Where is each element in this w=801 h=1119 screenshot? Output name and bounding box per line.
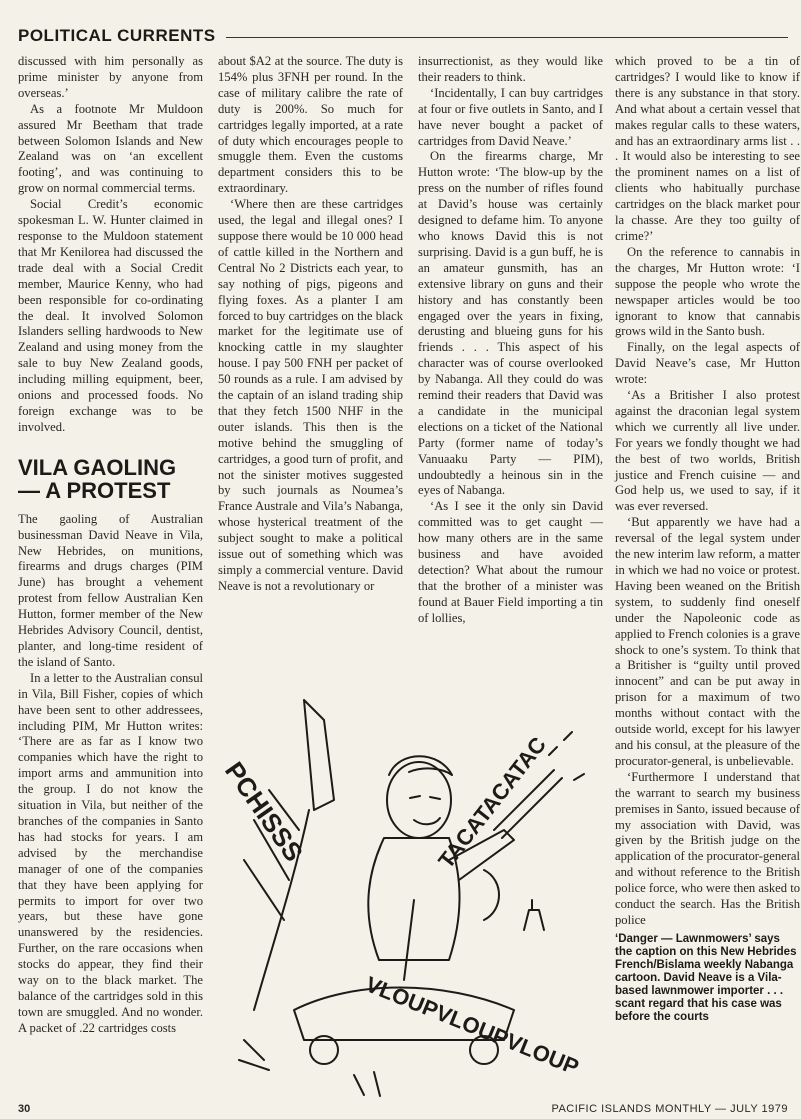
paragraph: ‘Where then are these cartridges used, the legal and illegal ones? I suppose there would be 10 000 head of cattle killed in the Northern and Central No 2 Districts each year, to say nothing of pigs, pigeons and flying foxes. As a planter I am forced to buy cartridges on the black market for the legitimate use of knocking cattle in my slaughter house. I pay 500 FNH per packet of 50 rounds as a rule. I am advised by the captain of an island trading ship that they fetch 1500 NHF in the outer islands. This then is the motive behind the smuggling of cartridges, a good turn of profit, and not the sinister motives suggested by such journals as Noumea’s France Australe and Vila’s Nabanga, whose hysterical treatment of the subject sought to make a political issue out of something which was simply a commercial venture. David Neave is not a revolutionary or [218, 197, 403, 593]
cartoon-caption: ‘Danger — Lawnmowers’ says the caption on this New Hebrides French/Bislama weekly Nabanga cartoon. David Neave is a Vila-based lawnmower importer . . . scant regard that his case was before the courts [615, 932, 797, 1023]
publication-line: PACIFIC ISLANDS MONTHLY — JULY 1979 [551, 1103, 788, 1115]
paragraph: On the reference to cannabis in the charges, Mr Hutton wrote: ‘I suppose the people who wrote the newspaper articles would be too ignorant to know that cannabis grows wild in the Santo bush. [615, 244, 800, 339]
paragraph: As a footnote Mr Muldoon assured Mr Beetham that trade between Solomon Islands and New Zealand was on ‘an excellent footing’, and was continuing to grow on normal commercial terms. [18, 101, 203, 196]
article-headline: VILA GAOLING — A PROTEST [18, 454, 177, 503]
paragraph: discussed with him personally as prime minister by anyone from overseas.’ [18, 54, 203, 100]
paragraph: about $A2 at the source. The duty is 154% plus 3FNH per round. In the case of military calibre the rate of duty is 200%. So much for cartridges legally imported, at a rate of duty which encourages people to smuggle them. Even the customs department considers this to be extraordinary. [218, 54, 403, 196]
section-title: POLITICAL CURRENTS [18, 26, 216, 45]
column-4 [615, 54, 800, 1024]
paragraph: Finally, on the legal aspects of David Neave’s case, Mr Hutton wrote: [615, 340, 800, 387]
page-footer [18, 1103, 788, 1117]
man-eye [410, 796, 440, 799]
man-mouth [414, 818, 440, 824]
hook-shape [484, 870, 499, 920]
cartoon-sfx-tacatac: TACATACATAC [433, 732, 551, 874]
paragraph: ‘Incidentally, I can buy cartridges at four or five outlets in Santo, and I have never bought a packet of cartridges from David Neave.’ [418, 85, 603, 148]
column-3 [418, 54, 603, 627]
scribble-1 [239, 1040, 269, 1070]
scribble-2 [354, 1072, 380, 1096]
paragraph: which proved to be a tin of cartridges? I would like to know if there is any substance in that story. And what about a certain vessel that makes regular calls to these waters, and has an extraordinary arms list . . . It would also be interesting to see the prominent names on a list of clients who habitually purchase cartridges on the black market pour la chasse. Are they too guilty of crime?’ [615, 54, 800, 243]
man-head [387, 762, 451, 838]
paragraph: ‘Furthermore I understand that the warrant to search my business premises in Santo, issued because of my association with David, was given by the British judge on the application of the procurator-general and without reference to the British police force, who were then asked to conduct the search. Has the British police [615, 769, 800, 927]
page-header [18, 26, 788, 48]
mower-handle [404, 900, 414, 980]
paragraph: In a letter to the Australian consul in Vila, Bill Fisher, copies of which have been sent to other addressees, including PIM, Mr Hutton writes: ‘There are as far as I know two companies which have the right to import arms and ammunition into the group. I do not know the situation in Vila, but neither of the branches of the companies in Santo has had stocks for years. I am advised by the merchandise manager of one of the companies that they have been applying for permits to import for over two years, but these have gone unanswered by the residencies. Further, on the rare occasions when stocks do appear, they find their way on to the black market. The balance of the cartridges sold in this town are smuggled. And no wonder. A packet of .22 cartridges costs [18, 670, 203, 1035]
paragraph: On the firearms charge, Mr Hutton wrote: ‘The blow-up by the press on the number of rifles found at David’s house was certainly designed to defame him. To anyone who knows David this is not surprising. David is a gun buff, he is an amateur gunsmith, has an extensive library on guns and their history and has constantly been engaged over the years in fixing, derusting and blueing guns for his friends . . . This aspect of his character was of course overlooked by Nabanga. All they could do was remind their readers that David was a candidate in the municipal elections on a ticket of the National Party (former name of today’s Vanuaaku Party — PIM), undoubtedly a heinous sin in the eyes of Nabanga. [418, 149, 603, 498]
paragraph: insurrectionist, as they would like their readers to think. [418, 54, 603, 84]
header-rule [226, 37, 788, 38]
nabanga-cartoon [214, 680, 609, 1105]
page-number: 30 [18, 1103, 31, 1115]
small-figure [524, 900, 544, 930]
paragraph: ‘As I see it the only sin David committed was to get caught — how many others are in the same business and have avoided detection? What about the rumour that the brother of a minister was found at Bauer Field importing a tin of lollies, [418, 499, 603, 625]
paragraph: ‘But apparently we have had a reversal of the legal system under the new interim law reform, a matter in which we had no voice or protest. Having been weaned on the British system, to suddenly find oneself under the Napoleonic code as applied to French colonies is a grave shock to one’s system. To think that a Britisher is “guilty until proved innocent” and can be put away in prison for a maximum of two months without contact with the outside world, except for his lawyer and his consul, at the pleasure of the procurator-general, is unbelievable. [615, 515, 800, 768]
missile-body [304, 700, 334, 810]
column-1 [18, 54, 203, 1037]
paragraph: ‘As a Britisher I also protest against the draconian legal system which we currently all live under. For years we fondly thought we had the best of two worlds, British justice and French cuisine — and God help us, we used to say, if it was ever reversed. [615, 388, 800, 514]
cartoon-sfx-vloup: VLOUPVLOUPVLOUP [362, 971, 583, 1080]
bullets [549, 732, 584, 780]
paragraph: Social Credit’s economic spokesman L. W. Hunter claimed in response to the Muldoon statement that Mr Kenilorea had discussed the trade deal with a Social Credit member, Maurice Kenny, who had been responsible for co-ordinating the deal. It involved Solomon Islanders selling hardwoods to New Zealand and using money from the sale to buy New Zealand goods, including milling equipment, beer, onions and processed foods. No foreign exchange was to be involved. [18, 197, 203, 434]
cartoon-sfx-pchisss: PCHISSS [219, 756, 310, 867]
paragraph: The gaoling of Australian businessman David Neave in Vila, New Hebrides, on munitions, firearms and drugs charges (PIM June) has brought a vehement protest from fellow Australian Ken Hutton, former member of the New Hebrides Advisory Council, dentist, planter, and long-time resident of the island of Santo. [18, 511, 203, 669]
column-2 [218, 54, 403, 595]
